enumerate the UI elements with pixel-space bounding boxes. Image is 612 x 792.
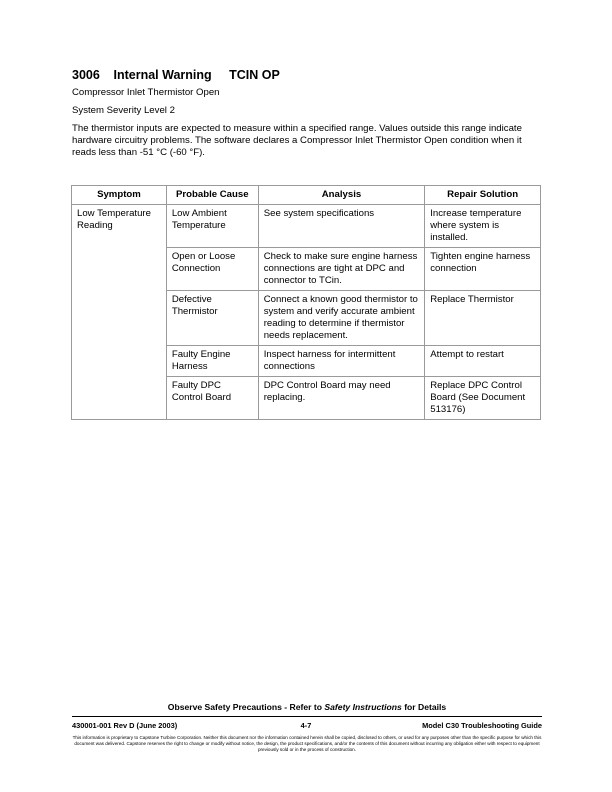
analysis-cell: Check to make sure engine harness connections are tight at DPC and connector to TCin. (258, 248, 425, 291)
table-row (72, 248, 541, 291)
description-paragraph: The thermistor inputs are expected to measure within a specified range. Values outside this range indicate hardware circuitry problems. The software declares a Compressor Inlet Thermistor Open condition when it reads less than -51 °C (-60 °F). (72, 123, 522, 158)
page-number: 4-7 (300, 721, 312, 730)
header-symptom: Symptom (72, 186, 167, 205)
table-row (72, 377, 541, 420)
header-probable-cause: Probable Cause (166, 186, 258, 205)
header-repair-solution: Repair Solution (425, 186, 541, 205)
analysis-cell: DPC Control Board may need replacing. (258, 377, 425, 420)
footer-divider (72, 716, 542, 717)
safety-instructions-ref: Safety Instructions (324, 702, 402, 712)
safety-note (72, 702, 542, 712)
analysis-cell: See system specifications (258, 205, 425, 248)
severity-level: System Severity Level 2 (72, 105, 175, 116)
safety-note-suffix: for Details (404, 702, 447, 712)
fault-title: Internal Warning (113, 68, 212, 82)
cause-cell: Faulty DPC Control Board (166, 377, 258, 420)
cause-cell: Faulty Engine Harness (166, 346, 258, 377)
safety-note-prefix: Observe Safety Precautions - Refer to (167, 702, 323, 712)
symptom-cell-empty (72, 377, 167, 420)
symptom-cell-empty (72, 291, 167, 346)
symptom-cell-empty (72, 248, 167, 291)
symptom-cell: Low Temperature Reading (72, 205, 167, 248)
guide-title: Model C30 Troubleshooting Guide (422, 721, 542, 730)
repair-cell: Attempt to restart (425, 346, 541, 377)
troubleshooting-table (71, 185, 541, 420)
symptom-cell-empty (72, 346, 167, 377)
repair-cell: Replace Thermistor (425, 291, 541, 346)
table-header-row (72, 186, 541, 205)
cause-cell: Open or Loose Connection (166, 248, 258, 291)
fault-code: 3006 (72, 68, 100, 82)
analysis-cell: Connect a known good thermistor to system and verify accurate ambient reading to determine if thermistor needs replacement. (258, 291, 425, 346)
repair-cell: Replace DPC Control Board (See Document 513176) (425, 377, 541, 420)
fault-abbrev: TCIN OP (229, 68, 280, 82)
repair-cell: Increase temperature where system is installed. (425, 205, 541, 248)
table-row (72, 291, 541, 346)
cause-cell: Defective Thermistor (166, 291, 258, 346)
table-row (72, 346, 541, 377)
header-analysis: Analysis (258, 186, 425, 205)
section-heading (72, 68, 280, 82)
cause-cell: Low Ambient Temperature (166, 205, 258, 248)
fault-subtitle: Compressor Inlet Thermistor Open (72, 87, 220, 98)
table-row (72, 205, 541, 248)
document-id: 430001-001 Rev D (June 2003) (72, 721, 178, 730)
repair-cell: Tighten engine harness connection (425, 248, 541, 291)
proprietary-notice: This information is proprietary to Capstone Turbine Corporation. Neither this document nor the information contained herein shall be copied, disclosed to others, or used for any purposes other than the specific purpose for which this document was delivered. Capstone reserves the right to change or modify without notice, the design, the product specifications, and/or the contents of this document without incurring any obligation either with respect to equipment previously sold or in the process of construction. (72, 735, 542, 753)
analysis-cell: Inspect harness for intermittent connections (258, 346, 425, 377)
